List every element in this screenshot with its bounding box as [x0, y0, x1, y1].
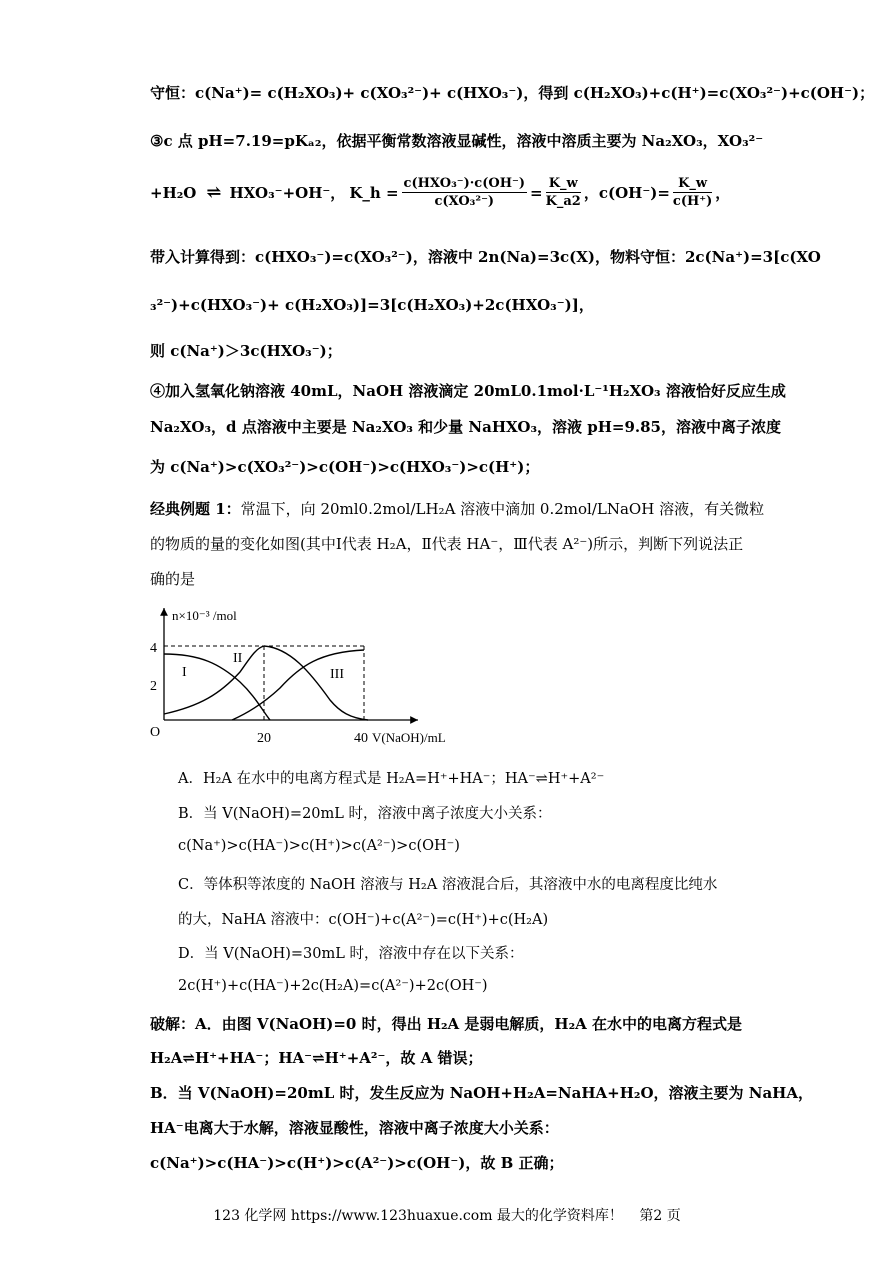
text-line-point-c: ③c 点 pH=7.19=pKₐ₂，依据平衡常数溶液显碱性，溶液中溶质主要为 Na₂XO₃，XO₃²⁻ — [150, 132, 764, 150]
text-line-point-d-1: ④加入氢氧化钠溶液 40mL，NaOH 溶液滴定 20mL0.1mol·L⁻¹H₂XO₃ 溶液恰好反应生成 — [150, 382, 786, 400]
curve-iii — [232, 650, 364, 720]
text-line-charge-balance: 守恒：c(Na⁺)= c(H₂XO₃)+ c(XO₃²⁻)+ c(HXO₃⁻)，得到 c(H₂XO₃)+c(H⁺)=c(XO₃²⁻)+c(OH⁻)； — [150, 84, 875, 102]
curve-label-ii: II — [233, 651, 243, 666]
example-line-3: 确的是 — [150, 570, 196, 588]
page-footer — [0, 1205, 894, 1225]
text-line-conclusion: 则 c(Na⁺)＞3c(HXO₃⁻)； — [150, 342, 342, 360]
solution-line-4: HA⁻电离大于水解，溶液显酸性，溶液中离子浓度大小关系： — [150, 1119, 559, 1137]
example-text: 常温下，向 20ml0.2mol/LH₂A 溶液中滴加 0.2mol/LNaOH 溶液，有关微粒 — [240, 500, 765, 518]
solution-line-3: B．当 V(NaOH)=20mL 时，发生反应为 NaOH+H₂A=NaHA+H₂O，溶液主要为 NaHA， — [150, 1084, 813, 1102]
origin-label: O — [150, 725, 161, 740]
kw-numerator: K_w — [546, 176, 581, 193]
option-b-line-1: B．当 V(NaOH)=20mL 时，溶液中离子浓度大小关系： — [178, 806, 552, 822]
option-c-line-2: 的大，NaHA 溶液中：c(OH⁻)+c(A²⁻)=c(H⁺)+c(H₂A) — [178, 912, 549, 928]
x-tick-40: 40 — [354, 731, 368, 746]
curve-ii-fall — [264, 646, 368, 720]
kh-fraction — [402, 176, 527, 209]
solution-line-5: c(Na⁺)>c(HA⁻)>c(H⁺)>c(A²⁻)>c(OH⁻)，故 B 正确； — [150, 1154, 564, 1172]
kw-h-fraction — [673, 176, 712, 209]
kh-denominator: c(XO₃²⁻) — [434, 194, 495, 209]
text-line-material-balance: ₃²⁻)+c(HXO₃⁻)+ c(H₂XO₃)]=3[c(H₂XO₃)+2c(HXO₃⁻)]， — [150, 296, 594, 314]
option-d-line-1: D．当 V(NaOH)=30mL 时，溶液中存在以下关系： — [178, 946, 524, 962]
text-line-point-d-2: Na₂XO₃，d 点溶液中主要是 Na₂XO₃ 和少量 NaHXO₃，溶液 pH=9.85，溶液中离子浓度 — [150, 418, 781, 436]
text-line-substitution: 带入计算得到：c(HXO₃⁻)=c(XO₃²⁻)，溶液中 2n(Na)=3c(X)，物料守恒：2c(Na⁺)=3[c(XO — [150, 248, 821, 266]
example-line-1 — [150, 498, 764, 519]
solution-line-2: H₂A⇌H⁺+HA⁻；HA⁻⇌H⁺+A²⁻，故 A 错误； — [150, 1049, 483, 1067]
option-a: A．H₂A 在水中的电离方程式是 H₂A=H⁺+HA⁻；HA⁻⇌H⁺+A²⁻ — [178, 771, 605, 787]
example-label: 经典例题 1： — [150, 500, 241, 518]
text-line-point-d-3: 为 c(Na⁺)>c(XO₃²⁻)>c(OH⁻)>c(HXO₃⁻)>c(H⁺)； — [150, 458, 540, 476]
kw-ka2-fraction — [546, 176, 581, 209]
text-line-hydrolysis — [150, 176, 730, 209]
kh-label: K_h = — [349, 183, 399, 202]
x-axis-label: V(NaOH)/mL — [372, 730, 446, 745]
y-tick-4: 4 — [150, 641, 157, 656]
species-amount-figure — [140, 602, 480, 752]
footer-page-number: 第2 页 — [639, 1208, 681, 1224]
example-line-2: 的物质的量的变化如图(其中Ⅰ代表 H₂A，Ⅱ代表 HA⁻，Ⅲ代表 A²⁻)所示，判断下列说法正 — [150, 535, 744, 553]
oh-expression: ，c(OH⁻)= — [583, 184, 670, 202]
y-axis-label: n×10⁻³ /mol — [172, 608, 237, 623]
option-d-line-2: 2c(H⁺)+c(HA⁻)+2c(H₂A)=c(A²⁻)+2c(OH⁻) — [178, 978, 488, 994]
option-c-line-1: C．等体积等浓度的 NaOH 溶液与 H₂A 溶液混合后，其溶液中水的电离程度比纯水 — [178, 877, 718, 893]
line-end-comma: ， — [715, 184, 731, 202]
kh-numerator: c(HXO₃⁻)·c(OH⁻) — [403, 176, 525, 191]
option-b-line-2: c(Na⁺)>c(HA⁻)>c(H⁺)>c(A²⁻)>c(OH⁻) — [178, 838, 460, 854]
ka2-denominator: K_a2 — [545, 194, 581, 209]
equals-sign: = — [530, 183, 543, 202]
equilibrium-arrow: ⇌ — [206, 182, 220, 203]
hydrolysis-product: HXO₃⁻+OH⁻， — [229, 184, 346, 202]
footer-site-text: 123 化学网 https://www.123huaxue.com 最大的化学资料库！ — [213, 1208, 623, 1224]
hydrolysis-reactant: +H₂O — [150, 183, 197, 202]
curve-label-i: I — [182, 665, 187, 680]
solution-line-1: 破解：A．由图 V(NaOH)=0 时，得出 H₂A 是弱电解质，H₂A 在水中的电离方程式是 — [150, 1015, 743, 1033]
curve-ii-rise — [164, 646, 264, 714]
curve-label-iii: III — [330, 667, 344, 682]
kw-numerator-2: K_w — [673, 176, 712, 193]
x-tick-20: 20 — [257, 731, 271, 746]
h-denominator: c(H⁺) — [672, 194, 713, 209]
y-tick-2: 2 — [150, 679, 157, 694]
